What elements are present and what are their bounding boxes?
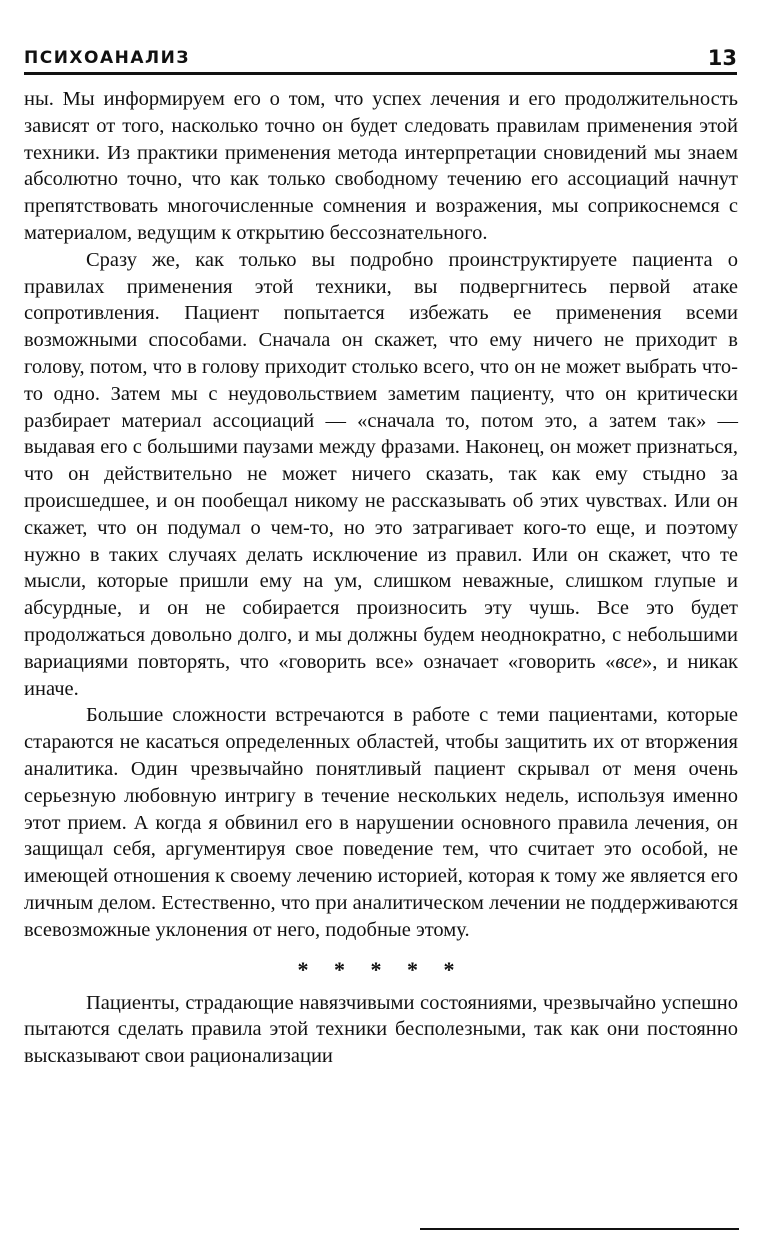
paragraph-avoidance: Большие сложности встречаются в работе с теми пациентами, которые стараются не касаться определенных областей, чтобы защитить их от вторжения аналитика. Один чрезвычайно понятливый пациент скрывал от меня очень серьезную любовную интригу в течение нескольких недель, используя именно этот прием. А когда я обвинил его в нарушении основного правила лечения, он защищал себя, аргументируя свое поведение тем, что считает это особой, не имеющей отношения к своему лечению историей, которая к тому же является его личным делом. Естественно, что при аналитическом лечении не поддерживаются всевозможные уклонения от него, подобные этому. [24,704,738,941]
page-header [24,44,737,75]
body-text [24,86,738,1070]
bottom-rule [420,1228,739,1230]
paragraph-resistance: Сразу же, как только вы подробно проинструктируете пациента о правилах применения этой техники, вы подвергнитесь первой атаке сопротивления. Пациент попытается избежать ее применения всеми возможными способами. Сначала он скажет, что ему ничего не приходит в голову, потом, что в голову приходит столько всего, что он не может выбрать что-то одно. Затем мы с неудовольствием заметим пациенту, что он критически разбирает материал ассоциаций — «сначала то, потом это, а затем так» — выдавая его с большими паузами между фразами. Наконец, он может признаться, что он действительно не может ничего сказать, так как ему стыдно за происшедшее, и он пообещал никому не рассказывать об этих чувствах. Или он скажет, что он подумал о чем-то, но это затрагивает кого-то еще, и поэтому нужно в таких случаях делать исключение из правил. Или он скажет, что те мысли, которые пришли ему на ум, слишком неважные, слишком глупые и абсурдные, и он не собирается произносить эту чушь. Все это будет продолжаться довольно долго, и мы должны будем неоднократно, с небольшими вариациями повторять, что «говорить все» означает «говорить «все», и никак иначе. [24,248,739,700]
paragraph-resistance-tail: », и никак иначе. [24,650,739,700]
running-head: ПСИХОАНАЛИЗ [24,48,190,68]
italic-word: все [615,650,642,673]
paragraph-resistance-text: Сразу же, как только вы подробно проинструктируете пациента о правилах применения этой техники, вы подвергнитесь первой атаке сопротивления. Пациент попытается избежать ее применения всеми возможными способами. Сначала он скажет, что ему ничего не приходит в голову, потом, что в голову приходит столько всего, что он не может выбрать что-то одно. Затем мы с неудовольствием заметим пациенту, что он критически разбирает материал ассоциаций — «сначала то, потом это, а затем так» — выдавая его с большими паузами между фразами. Наконец, он может признаться, что он действительно не может ничего сказать, так как ему стыдно за происшедшее, и он пообещал никому не рассказывать об этих чувствах. Или он скажет, что он подумал о чем-то, но это затрагивает кого-то еще, и поэтому нужно в таких случаях делать исключение из правил. Или он скажет, что те мысли, которые пришли ему на ум, слишком неважные, слишком глупые и абсурдные, и он не собирается произносить эту чушь. Все это будет продолжаться довольно долго, и мы должны будем неоднократно, с небольшими вариациями повторять, что «говорить все» означает «говорить [24,248,738,673]
paragraph-obsessive-patients: Пациенты, страдающие навязчивыми состояниями, чрезвычайно успешно пытаются сделать правила этой техники бесполезными, так как они постоянно высказывают свои рационализации [24,991,738,1068]
page-number: 13 [707,46,737,70]
paragraph-continuation: ны. Мы информируем его о том, что успех лечения и его продолжительность зависят от того, насколько точно он будет следовать правилам применения этой техники. Из практики применения метода интерпретации сновидений мы знаем абсолютно точно, что как только свободному течению его ассоциаций начнут препятствовать многочисленные сомнения и возражения, мы соприкоснемся с материалом, ведущим к открытию бессознательного. [24,88,738,244]
section-separator: * * * * * [297,956,465,982]
